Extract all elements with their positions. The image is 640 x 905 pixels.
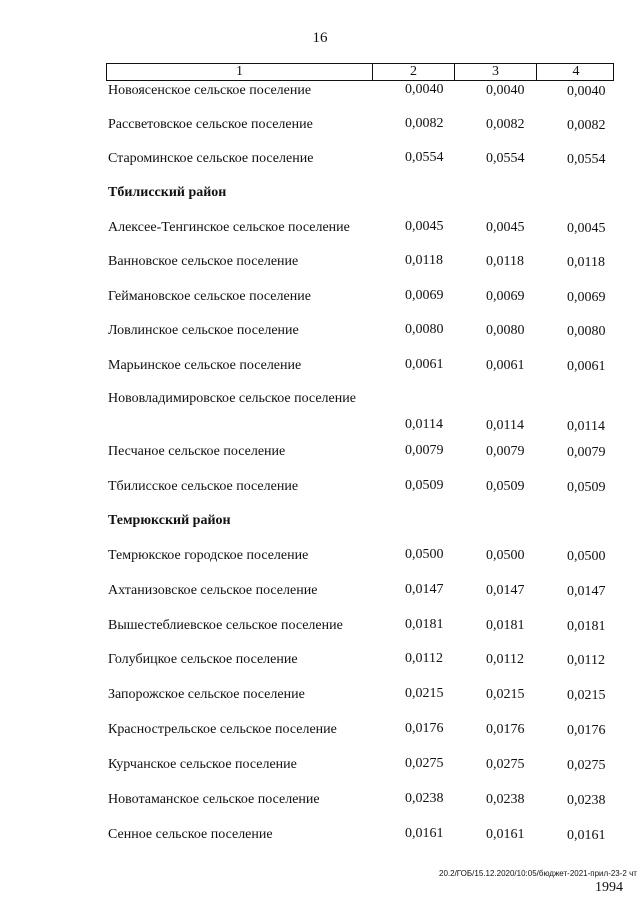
settlement-name: Вышестеблиевское сельское поселение bbox=[108, 618, 343, 633]
value-col-2: 0,0238 bbox=[405, 791, 444, 806]
value-col-3: 0,0061 bbox=[486, 358, 525, 373]
value-col-2: 0,0509 bbox=[405, 478, 444, 493]
value-col-4: 0,0275 bbox=[567, 758, 606, 773]
value-col-2: 0,0176 bbox=[405, 721, 444, 736]
value-col-3: 0,0114 bbox=[486, 418, 524, 433]
value-col-2: 0,0069 bbox=[405, 288, 444, 303]
settlement-name: Песчаное сельское поселение bbox=[108, 444, 286, 459]
value-col-3: 0,0112 bbox=[486, 652, 524, 667]
value-col-4: 0,0500 bbox=[567, 549, 606, 564]
value-col-2: 0,0554 bbox=[405, 150, 444, 165]
value-col-2: 0,0500 bbox=[405, 547, 444, 562]
value-col-4: 0,0114 bbox=[567, 419, 605, 434]
settlement-name: Новоясенское сельское поселение bbox=[108, 83, 312, 98]
value-col-3: 0,0118 bbox=[486, 254, 524, 269]
settlement-name: Ванновское сельское поселение bbox=[108, 254, 299, 269]
value-col-3: 0,0082 bbox=[486, 117, 525, 132]
value-col-4: 0,0112 bbox=[567, 653, 605, 668]
value-col-4: 0,0238 bbox=[567, 793, 606, 808]
settlement-name: Сенное сельское поселение bbox=[108, 827, 273, 842]
section-title: Темрюкский район bbox=[108, 513, 231, 528]
settlement-name: Краснострельское сельское поселение bbox=[108, 722, 337, 737]
value-col-3: 0,0509 bbox=[486, 479, 525, 494]
settlement-name: Рассветовское сельское поселение bbox=[108, 117, 313, 132]
value-col-3: 0,0147 bbox=[486, 583, 525, 598]
value-col-2: 0,0118 bbox=[405, 253, 443, 268]
value-col-3: 0,0181 bbox=[486, 618, 525, 633]
settlement-name: Алексее-Тенгинское сельское поселение bbox=[108, 220, 350, 235]
value-col-2: 0,0040 bbox=[405, 82, 444, 97]
value-col-4: 0,0061 bbox=[567, 359, 606, 374]
settlement-name: Геймановское сельское поселение bbox=[108, 289, 311, 304]
page-number: 16 bbox=[312, 30, 328, 46]
value-col-4: 0,0176 bbox=[567, 723, 606, 738]
footer-document-code: 20.2/ГОБ/15.12.2020/10:05/бюджет-2021-прил-23-2 чт bbox=[439, 869, 637, 878]
settlement-name: Курчанское сельское поселение bbox=[108, 757, 297, 772]
settlement-name: Нововладимировское сельское поселение bbox=[108, 391, 356, 406]
value-col-2: 0,0147 bbox=[405, 582, 444, 597]
value-col-3: 0,0176 bbox=[486, 722, 525, 737]
value-col-2: 0,0161 bbox=[405, 826, 444, 841]
value-col-4: 0,0181 bbox=[567, 619, 606, 634]
value-col-4: 0,0082 bbox=[567, 118, 606, 133]
value-col-4: 0,0079 bbox=[567, 445, 606, 460]
settlement-name: Тбилисское сельское поселение bbox=[108, 479, 299, 494]
value-col-4: 0,0045 bbox=[567, 221, 606, 236]
settlement-name: Староминское сельское поселение bbox=[108, 151, 314, 166]
value-col-3: 0,0040 bbox=[486, 83, 525, 98]
value-col-3: 0,0079 bbox=[486, 444, 525, 459]
settlement-name: Ахтанизовское сельское поселение bbox=[108, 583, 318, 598]
value-col-3: 0,0554 bbox=[486, 151, 525, 166]
value-col-3: 0,0500 bbox=[486, 548, 525, 563]
value-col-4: 0,0509 bbox=[567, 480, 606, 495]
settlement-name: Темрюкское городское поселение bbox=[108, 548, 309, 563]
value-col-2: 0,0045 bbox=[405, 219, 444, 234]
value-col-3: 0,0215 bbox=[486, 687, 525, 702]
value-col-2: 0,0112 bbox=[405, 651, 443, 666]
value-col-2: 0,0080 bbox=[405, 322, 444, 337]
value-col-4: 0,0161 bbox=[567, 828, 606, 843]
value-col-3: 0,0069 bbox=[486, 289, 525, 304]
settlement-name: Ловлинское сельское поселение bbox=[108, 323, 299, 338]
value-col-2: 0,0181 bbox=[405, 617, 444, 632]
value-col-2: 0,0215 bbox=[405, 686, 444, 701]
settlement-name: Голубицкое сельское поселение bbox=[108, 652, 298, 667]
value-col-2: 0,0079 bbox=[405, 443, 444, 458]
value-col-3: 0,0045 bbox=[486, 220, 525, 235]
value-col-4: 0,0215 bbox=[567, 688, 606, 703]
value-col-3: 0,0080 bbox=[486, 323, 525, 338]
header-col-4: 4 bbox=[536, 64, 615, 80]
value-col-4: 0,0069 bbox=[567, 290, 606, 305]
value-col-2: 0,0275 bbox=[405, 756, 444, 771]
settlement-name: Марьинское сельское поселение bbox=[108, 358, 302, 373]
value-col-2: 0,0082 bbox=[405, 116, 444, 131]
value-col-2: 0,0114 bbox=[405, 417, 443, 432]
value-col-4: 0,0080 bbox=[567, 324, 606, 339]
value-col-3: 0,0161 bbox=[486, 827, 525, 842]
value-col-4: 0,0147 bbox=[567, 584, 606, 599]
value-col-4: 0,0040 bbox=[567, 84, 606, 99]
value-col-4: 0,0118 bbox=[567, 255, 605, 270]
settlement-name: Новотаманское сельское поселение bbox=[108, 792, 320, 807]
value-col-2: 0,0061 bbox=[405, 357, 444, 372]
section-title: Тбилисский район bbox=[108, 185, 227, 200]
value-col-3: 0,0275 bbox=[486, 757, 525, 772]
value-col-3: 0,0238 bbox=[486, 792, 525, 807]
settlement-name: Запорожское сельское поселение bbox=[108, 687, 305, 702]
header-col-2: 2 bbox=[372, 64, 454, 80]
header-col-1: 1 bbox=[236, 64, 243, 79]
value-col-4: 0,0554 bbox=[567, 152, 606, 167]
header-col-3: 3 bbox=[454, 64, 536, 80]
footer-page-number: 1994 bbox=[595, 880, 623, 895]
